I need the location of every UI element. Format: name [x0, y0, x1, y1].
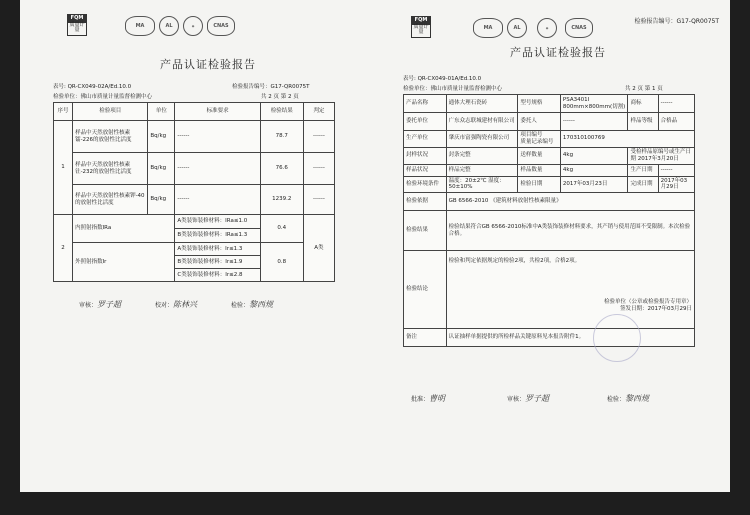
table-row: 检验结论 检验和判定依据规定的检验2项，共检2项，合格2项。 检验单位（公章或检验报告专用章） 签发日期：2017年03月29日 [404, 251, 695, 329]
table-header: 序号 检验项目 单位 标准要求 检验结果 判定 [54, 103, 335, 121]
report-page-2 [47, 12, 369, 312]
table-row: B类装饰装修材料：Ir≤1.9 [54, 256, 335, 269]
seal-logo: ◉ [183, 16, 203, 36]
page-title: 产品认证检验报告 [510, 46, 606, 59]
table-row: 备注 认证抽样单据提供的所检样品关键原料见本报告附件1。 [404, 329, 695, 347]
page-indicator: 共 2 页 第 1 页 [625, 86, 663, 92]
table-row: 样品中天然放射性核素钾-40的放射性比活度 Bq/kg ------ 1239.2 ------ [54, 185, 335, 215]
table-row: 样品状况 样品完整 样品数量 4kg 生产日期 ------ [404, 164, 695, 176]
page-title: 产品认证检验报告 [160, 58, 256, 71]
official-stamp [593, 314, 641, 362]
cnas-logo: CNAS [207, 16, 235, 36]
form-number: 表号: QR-CX049-02A/Ed.10.0 [53, 84, 132, 90]
table-row: B类装饰装修材料：IRa≤1.3 [54, 229, 335, 243]
report-number: 检验报告编号：G17-QR0075T [232, 84, 310, 90]
table-row: 检验环境条件 温度：20±2℃ 湿度：50±10% 检验日期 2017年03月23日 完成日期 2017年03月29日 [404, 176, 695, 193]
table-row: 外照射指数Ir A类装饰装修材料：Ir≤1.3 0.8 [54, 243, 335, 256]
table-row: 检验依据 GB 6566-2010 《建筑材料放射性核素限量》 [404, 193, 695, 211]
form-number: 表号: QR-CX049-01A/Ed.10.0 [403, 76, 482, 82]
table-row: 检验结果 检验结果符合GB 6566-2010标准中A类装饰装修材料要求，其产销与使用范围不受限制。本次检验合格。 [404, 211, 695, 251]
inspection-unit: 检验单位：佛山市质量计量监督检测中心 [403, 86, 503, 92]
seal-logo: ◉ [537, 18, 557, 38]
al-logo: AL [159, 16, 179, 36]
table-row: C类装饰装修材料：Ir≤2.8 [54, 269, 335, 282]
approve-signature: 批准：曹明 [411, 394, 446, 403]
logo-bar [47, 12, 369, 38]
table-row: 产品名称 通体大理石瓷砖 型号规格 PSA3401I 800mm×800mm(切割) 商标 ------ [404, 95, 695, 113]
review-signature: 审核：罗子超 [507, 394, 550, 403]
check-signature: 校对：陈林兴 [155, 300, 198, 309]
fqm-logo: FQM 质量计量 [67, 14, 87, 36]
cnas-logo: CNAS [565, 18, 593, 38]
page-indicator: 共 2 页 第 2 页 [261, 94, 299, 100]
table-row: 封样状况 封条完整 送样数量 4kg 受检样品原编号或生产日期 2017年3月20日 [404, 147, 695, 164]
cma-logo: MA [473, 18, 503, 38]
fqm-logo: FQM 质量计量 [411, 16, 431, 38]
review-signature: 审核：罗子超 [79, 300, 122, 309]
table-row: 委托单位 广东众志联城建材有限公司 委托人 ------ 样品等级 合格品 [404, 113, 695, 131]
table-row: 2 内照射指数IRa A类装饰装修材料：IRa≤1.0 0.4 A类 [54, 215, 335, 229]
test-signature: 检验：黎西规 [607, 394, 650, 403]
cma-logo: MA [125, 16, 155, 36]
info-table [403, 94, 695, 347]
table-row: 生产单位 肇庆市富强陶瓷有限公司 项目编号 质量记录编号 170310100769 [404, 131, 695, 148]
al-logo: AL [507, 18, 527, 38]
inspection-unit: 检验单位：佛山市质量计量监督检测中心 [53, 94, 153, 100]
table-row: 样品中天然放射性核素钍-232的放射性比活度 Bq/kg ------ 76.6 ------ [54, 153, 335, 185]
test-signature: 检验：黎西规 [231, 300, 274, 309]
results-table [53, 102, 335, 282]
table-row: 1 样品中天然放射性核素镭-226的放射性比活度 Bq/kg ------ 78.7 ------ [54, 121, 335, 153]
report-number: 检验报告编号：G17-QR0075T [634, 18, 719, 25]
report-page-1 [397, 14, 719, 409]
logo-bar [397, 14, 719, 40]
